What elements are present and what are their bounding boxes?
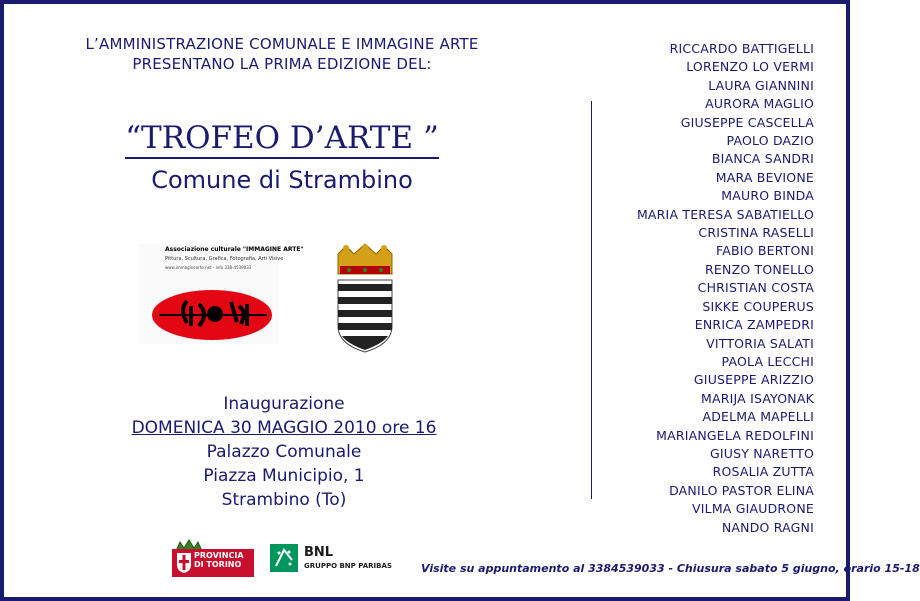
- artist-name: PAOLA LECCHI: [721, 353, 814, 369]
- artist-name: LORENZO LO VERMI: [686, 59, 814, 75]
- artist-name: DANILO PASTOR ELINA: [669, 482, 814, 498]
- artist-name: FABIO BERTONI: [715, 243, 814, 259]
- artist-name: CHRISTIAN COSTA: [697, 280, 814, 296]
- artist-name: NANDO RAGNI: [721, 519, 814, 535]
- column-divider: [591, 101, 592, 499]
- event-venue: Palazzo Comunale: [206, 442, 362, 462]
- shield-cross-icon: [176, 552, 192, 574]
- artist-name: BIANCA SANDRI: [711, 151, 814, 167]
- artist-name: MARA BEVIONE: [715, 169, 814, 185]
- artist-name: GIUSY NARETTO: [709, 445, 814, 461]
- bnp-stars-icon: [270, 544, 298, 572]
- artist-name: AURORA MAGLIO: [705, 96, 814, 112]
- provincia-line-2: DI TORINO: [194, 560, 242, 569]
- provincia-line-1: PROVINCIA: [194, 551, 244, 560]
- artist-name: MARIANGELA REDOLFINI: [656, 427, 814, 443]
- immagine-arte-logo: [139, 244, 304, 344]
- provincia-torino-logo: [172, 539, 254, 577]
- artist-name: GIUSEPPE ARIZZIO: [693, 372, 814, 388]
- artist-list: [594, 40, 814, 537]
- intro-line-1: L’AMMINISTRAZIONE COMUNALE E IMMAGINE ARTE: [85, 35, 479, 53]
- artist-name: RENZO TONELLO: [705, 261, 814, 277]
- artist-name: ENRICA ZAMPEDRI: [694, 317, 814, 333]
- palette-icon: [139, 244, 279, 344]
- artist-name: MAURO BINDA: [721, 188, 814, 204]
- event-title: [32, 118, 532, 158]
- artist-name: RICCARDO BATTIGELLI: [669, 41, 814, 56]
- artist-name: CRISTINA RASELLI: [698, 225, 814, 241]
- event-title-text: “TROFEO D’ARTE ”: [125, 120, 439, 159]
- artist-name: ADELMA MAPELLI: [702, 409, 814, 425]
- event-date: [124, 416, 444, 440]
- event-city: Strambino (To): [221, 490, 347, 510]
- provincia-text: [194, 551, 244, 569]
- event-date-text: DOMENICA 30 MAGGIO 2010 ore 16: [131, 418, 437, 438]
- artist-name: VITTORIA SALATI: [706, 335, 814, 351]
- event-subtitle: Comune di Strambino: [151, 166, 413, 194]
- assoc-logo-line-1: Associazione culturale "IMMAGINE ARTE": [165, 246, 304, 253]
- visit-info: Visite su appuntamento al 3384539033 - Chiusura sabato 5 giugno, orario 15-18: [421, 562, 920, 575]
- event-label: Inaugurazione: [223, 394, 345, 414]
- bnl-name: BNL: [304, 545, 334, 560]
- artist-name: VILMA GIAUDRONE: [692, 501, 814, 517]
- artist-name: MARIA TERESA SABATIELLO: [636, 206, 814, 222]
- artist-name: SIKKE COUPERUS: [702, 298, 814, 314]
- assoc-logo-line-3: www.immaginearte.net - info 338-4539033: [165, 265, 252, 270]
- strambino-crest-icon: [334, 244, 396, 354]
- artist-name: ROSALIA ZUTTA: [712, 464, 814, 480]
- intro-line-2: PRESENTANO LA PRIMA EDIZIONE DEL:: [132, 55, 432, 73]
- bnl-logo: [270, 544, 405, 578]
- assoc-logo-line-2: Pittura, Scultura, Grafica, Fotografia, Arti Visive: [165, 256, 284, 262]
- artist-name: PAOLO DAZIO: [726, 133, 814, 149]
- artist-name: GIUSEPPE CASCELLA: [680, 114, 814, 130]
- artist-name: MARIJA ISAYONAK: [700, 390, 814, 406]
- artist-name: LAURA GIANNINI: [708, 77, 814, 93]
- event-address: Piazza Municipio, 1: [203, 466, 365, 486]
- bnl-group: GRUPPO BNP PARIBAS: [304, 562, 392, 570]
